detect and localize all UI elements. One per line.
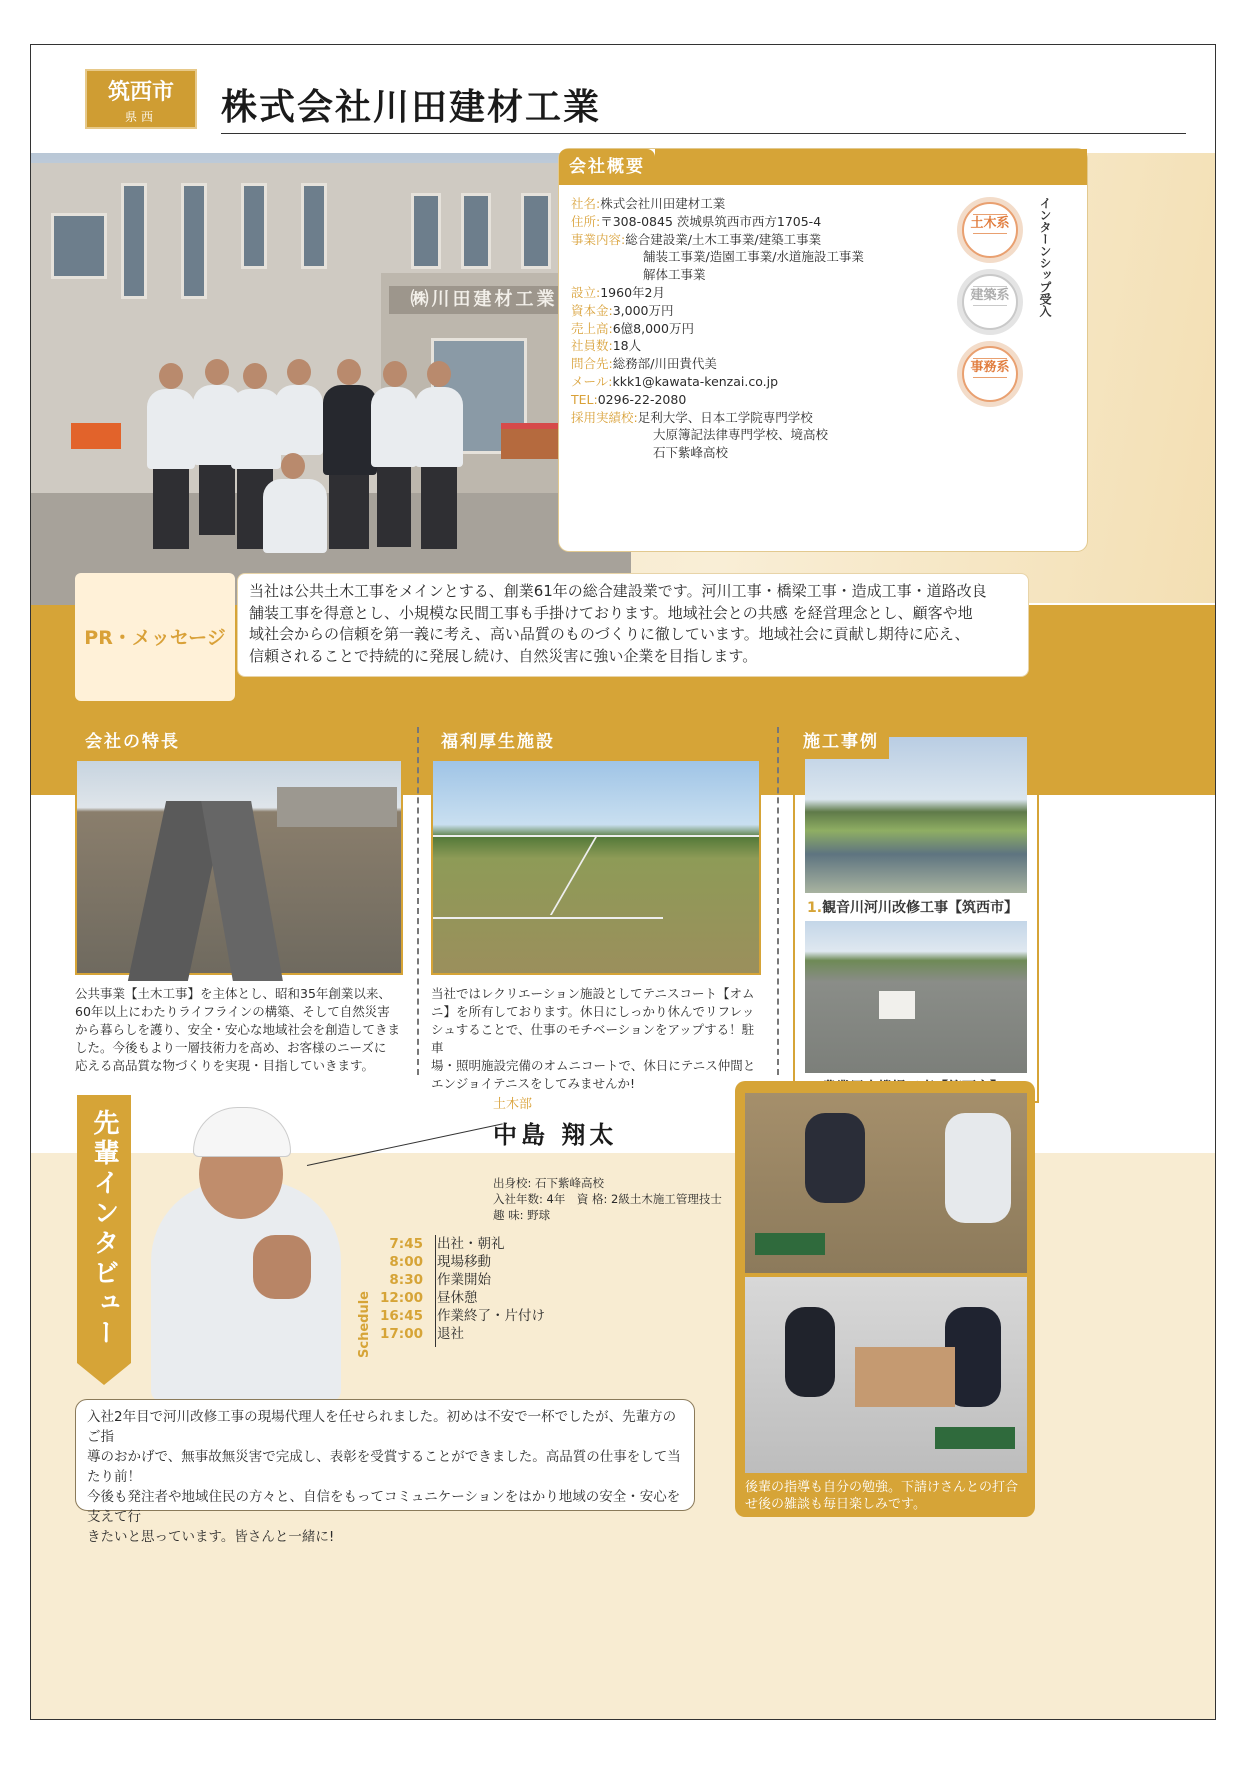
schedule-item [377,1253,545,1271]
info-key: 問合先: [571,356,613,372]
staff-legs [421,467,457,549]
schedule-time: 12:00 [380,1290,423,1306]
welfare-title: 福利厚生施設 [431,725,565,759]
category-label: 建築系 [970,288,1010,303]
staff-person [371,387,417,467]
schedule-list [377,1235,545,1343]
quote-line: 入社2年目で河川改修工事の現場代理人を任せられました。初めは不安で一杯でしたが、先輩方のご指 [87,1409,677,1445]
info-key: 社名: [571,196,601,211]
welfare-text [431,985,761,1093]
interview-title: 先輩インタビュー [77,1095,131,1363]
staff-head [205,359,229,385]
interview-photo-2 [745,1277,1027,1473]
info-key: 設立: [571,284,601,300]
info-value: 解体工事業 [643,267,706,283]
staff-person-crouching [263,479,327,553]
photo-window [51,213,107,279]
pr-line: 域社会からの信頼を第一義に考え、高い品質のものづくりに徹しています。地域社会に貢献し期待に応え、 [249,625,970,643]
welfare-photo [433,761,759,973]
category-divider [973,214,1007,215]
info-key: メール: [571,373,613,389]
schedule-time: 8:30 [389,1272,423,1288]
quote-text [87,1407,687,1547]
staff-head [383,361,407,387]
region-label: 県西 [124,110,157,124]
features-line: 60年以上にわたりライフラインの構築、そして自然災害 [75,1004,390,1019]
info-value: 総合建設業/土木工事業/建築工事業 [625,231,822,247]
info-key: TEL: [571,391,598,407]
photo-board [935,1427,1015,1449]
overview-header-bar [655,149,1087,185]
staff-head [159,363,183,389]
pr-line: 当社は公共土木工事をメインとする、創業61年の総合建設業です。河川工事・橋梁工事・造成工事・道路改良 [249,582,987,600]
photo-worker [805,1113,865,1203]
works-photo-2 [805,921,1027,1073]
category-divider [973,233,1007,234]
schedule-activity: 現場移動 [437,1254,491,1270]
info-row [571,426,864,444]
welfare-line: ニ】を所有しております。休日にしっかり休んでリフレッ [431,1004,755,1019]
photo-window [521,193,551,269]
interviewee-dept: 土木部 [493,1097,533,1112]
category-divider [973,305,1007,306]
fist-icon [253,1235,311,1299]
features-line: から暮らしを護り、安全・安心な地域社会を創造してきま [75,1022,401,1037]
info-value: 株式会社川田建材工業 [600,196,726,211]
info-row [571,373,864,391]
info-key: 採用実績校: [571,409,638,425]
info-key: 資本金: [571,302,613,318]
info-row [571,337,864,355]
info-value: 18人 [612,338,642,354]
court-line [550,835,598,915]
category-badge-jimu [962,346,1018,402]
photo-window [121,183,147,299]
features-photo [77,761,401,973]
info-row [571,444,864,462]
info-value: 総務部/川田貴代美 [612,356,717,372]
city-label: 筑西市 [107,80,174,105]
staff-person [415,387,463,467]
staff-head [287,359,311,385]
quote-line: きたいと思っています。皆さんと一緒に! [87,1529,335,1545]
works-title: 施工事例 [793,725,889,759]
schedule-activity: 昼休憩 [437,1290,478,1306]
works-caption-1 [807,897,1018,917]
features-line: 応える高品質な物づくりを実現・目指していきます。 [75,1058,375,1073]
features-line: 公共事業【土木工事】を主体とし、昭和35年創業以来、 [75,986,391,1001]
pr-line: 舗装工事を得意とし、小規模な民間工事も手掛けております。地域社会との共感 を経営理念とし、顧客や地 [249,603,973,622]
features-text [75,985,405,1075]
info-value: 〒308-0845 茨城県筑西市西方1705-4 [600,213,822,229]
photo-road [201,801,283,981]
welfare-line: シュすることで、仕事のモチベーションをアップする！駐車 [431,1022,755,1055]
staff-person [323,385,377,475]
schedule-activity: 作業終了・片付け [437,1308,545,1324]
features-line: した。今後もより一層技術力を高め、お客様のニーズに [75,1040,387,1055]
info-line: 入社年数: 4年 資 格: 2級土木施工管理技士 [493,1192,722,1206]
info-row [571,391,864,409]
staff-person [275,385,323,455]
pr-line: 信頼されることで持続的に発展し続け、自然災害に強い企業を目指します。 [249,646,758,665]
interviewee-name: 中島 翔太 [493,1121,618,1149]
section-divider [417,727,419,1075]
info-row [571,213,864,231]
works-photo-1 [805,737,1027,893]
info-value: 3,000万円 [612,302,674,318]
building-sign: ㈱川田建材工業 [389,286,579,314]
info-key: 住所: [571,213,601,229]
interviewee-info [493,1175,722,1223]
info-value: 大原簿記法律専門学校、境高校 [653,427,829,443]
staff-head [337,359,361,385]
info-value: 6億8,000万円 [612,320,694,336]
works-label: 観音川河川改修工事【筑西市】 [822,900,1019,916]
photo-flowerbox [501,423,561,459]
overview-title: 会社概要 [559,149,655,185]
welfare-line: エンジョイテニスをしてみませんか! [431,1076,635,1091]
category-divider [973,286,1007,287]
caption-line: 後輩の指導も自分の勉強。下請けさんとの打合 [745,1480,1019,1495]
interview-photo-1 [745,1093,1027,1273]
overview-info [571,195,864,462]
quote-line: 導のおかげで、無事故無災害で完成し、表彰を受賞することができました。高品質の仕事をして当たり前！ [87,1449,681,1485]
info-value: 舗装工事業/造園工事業/水道施設工事業 [643,249,864,265]
category-divider [973,358,1007,359]
pr-label: PR・メッセージ [84,627,226,649]
interview-title-tip [77,1363,131,1385]
category-divider [973,377,1007,378]
info-row [571,284,864,302]
schedule-time: 17:00 [380,1326,423,1342]
info-key: 社員数: [571,338,613,354]
info-line: 趣 味: 野球 [493,1208,551,1222]
photo-worker [785,1307,835,1397]
info-key: 売上高: [571,320,613,336]
photo-window [301,183,327,269]
schedule-activity: 出社・朝礼 [437,1236,505,1252]
info-row [571,320,864,338]
staff-legs [153,469,189,549]
staff-legs [329,475,369,549]
info-key: 事業内容: [571,231,626,247]
info-row [571,266,864,284]
staff-person [147,389,195,469]
internship-label: インターンシップ受入 [1038,197,1052,317]
schedule-item [377,1235,545,1253]
info-line: 出身校: 石下紫峰高校 [493,1176,605,1190]
photo-window [461,193,491,269]
welfare-line: 場・照明施設完備のオムニコートで、休日にテニス仲間と [431,1058,756,1073]
staff-head [243,363,267,389]
schedule-time: 7:45 [389,1236,423,1252]
header-divider [221,133,1186,134]
quote-line: 今後も発注者や地域住民の方々と、自信をもってコミュニケーションをはかり地域の安全・安心を支えて行 [87,1489,681,1525]
schedule-item [377,1325,545,1343]
staff-legs [199,465,235,535]
info-row [571,231,864,249]
interview-photo-caption [745,1479,1029,1513]
pr-message [249,581,1019,667]
photo-board [755,1233,825,1255]
category-badge-doboku [962,202,1018,258]
staff-head [281,453,305,479]
info-value: 足利大学、日本工学院専門学校 [637,409,813,425]
schedule-item [377,1307,545,1325]
info-row [571,355,864,373]
features-title: 会社の特長 [75,725,190,759]
info-row [571,302,864,320]
photo-window [181,183,207,299]
schedule-activity: 作業開始 [437,1272,491,1288]
info-value: 石下紫峰高校 [653,445,729,461]
photo-window [411,193,441,269]
page-frame [30,44,1216,1720]
schedule-time: 8:00 [389,1254,423,1270]
schedule-activity: 退社 [437,1326,464,1342]
schedule-time: 16:45 [380,1308,423,1324]
staff-legs [377,467,411,547]
category-badge-kenchiku [962,274,1018,330]
photo-worker [945,1113,1011,1223]
caption-line: せ後の雑談も毎日楽しみです。 [745,1497,926,1512]
company-photo [31,153,631,605]
category-label: 事務系 [970,360,1010,375]
info-row [571,195,864,213]
schedule-item [377,1271,545,1289]
area-badge [85,69,197,129]
court-line [433,917,663,919]
section-divider [777,727,779,1075]
photo-pump-house [879,991,915,1019]
photo-town [277,787,397,827]
schedule-item [377,1289,545,1307]
photo-table [855,1347,955,1407]
category-label: 土木系 [970,216,1010,231]
welfare-line: 当社ではレクリエーション施設としてテニスコート【オム [431,986,755,1001]
photo-window [241,183,267,269]
staff-head [427,361,451,387]
tel-value: 0296-22-2080 [597,391,687,407]
works-num: 1. [807,900,823,916]
staff-person [231,389,281,469]
info-value: 1960年2月 [600,284,665,300]
info-row [571,248,864,266]
helmet-icon [193,1107,291,1157]
email-value[interactable]: kkk1@kawata-kenzai.co.jp [612,373,779,389]
info-row [571,409,864,427]
photo-arrow-sign [71,423,121,449]
company-title: 株式会社川田建材工業 [221,87,602,128]
schedule-label: Schedule [357,1291,372,1358]
